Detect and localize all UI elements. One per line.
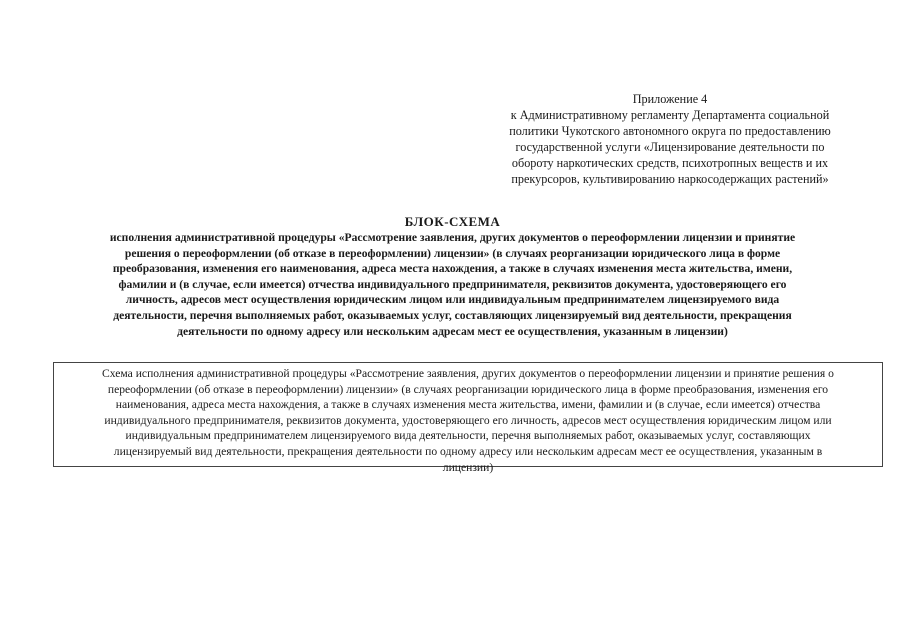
heading-line: деятельности по одному адресу или нескольким адресам мест ее осуществления, указанным в лицензии) (177, 324, 728, 338)
page-title: БЛОК-СХЕМА (404, 214, 501, 229)
appendix-block (470, 91, 870, 187)
heading-line: личность, адресов мест осуществления юридическим лицом или индивидуальным предпринимателем лицензируемого вида (125, 293, 780, 307)
heading-subtitle (40, 230, 865, 339)
scheme-line: индивидуальным предпринимателем лицензируемого вида деятельности, перечня выполняемых работ, оказываемых услуг, составляющих (125, 429, 811, 443)
heading-line: деятельности, перечня выполняемых работ, оказываемых услуг, составляющих лицензируемый вид деятельности, прекращения (113, 308, 792, 322)
heading-line: преобразования, изменения его наименования, адреса места нахождения, а также в случаях изменения места жительства, имени, (112, 262, 793, 276)
scheme-box (53, 362, 883, 474)
appendix-line: обороту наркотических средств, психотропных веществ и их (511, 156, 829, 170)
heading-line: исполнения административной процедуры «Рассмотрение заявления, других документов о переоформлении лицензии и принятие (109, 231, 796, 244)
appendix-line: Приложение 4 (632, 92, 708, 106)
scheme-line: индивидуального предпринимателя, реквизитов документа, удостоверяющего его личность, адресов мест осуществления юридическим лицом или (104, 413, 832, 427)
appendix-line: политики Чукотского автономного округа по предоставлению (509, 124, 831, 138)
scheme-line: наименования, адреса места нахождения, а также в случаях изменения места жительства, имени, фамилии и (в случае, если имеется) отчества (115, 398, 821, 412)
heading-line: фамилии и (в случае, если имеется) отчества индивидуального предпринимателя, реквизитов документа, удостоверяющего его (118, 277, 787, 291)
heading-line: решения о переоформлении (об отказе в переоформлении) лицензии» (в случаях реорганизации юридического лица в форме (124, 246, 781, 260)
scheme-line: лицензии) (442, 460, 494, 474)
scheme-line: Схема исполнения административной процедуры «Рассмотрение заявления, других документов о переоформлении лицензии и принятие решения о (102, 367, 834, 380)
document-heading (40, 214, 865, 339)
appendix-line: прекурсоров, культивированию наркосодержащих растений» (511, 172, 829, 186)
appendix-line: государственной услуги «Лицензирование деятельности по (515, 140, 825, 154)
scheme-line: переоформлении (об отказе в переоформлении) лицензии» (в случаях реорганизации юридического лица в форме преобразования, изменения его (107, 382, 829, 396)
appendix-line: к Административному регламенту Департамента социальной (510, 108, 830, 122)
scheme-line: лицензируемый вид деятельности, прекращения деятельности по одному адресу или нескольким адресам мест ее осуществления, указанным в (113, 444, 823, 458)
